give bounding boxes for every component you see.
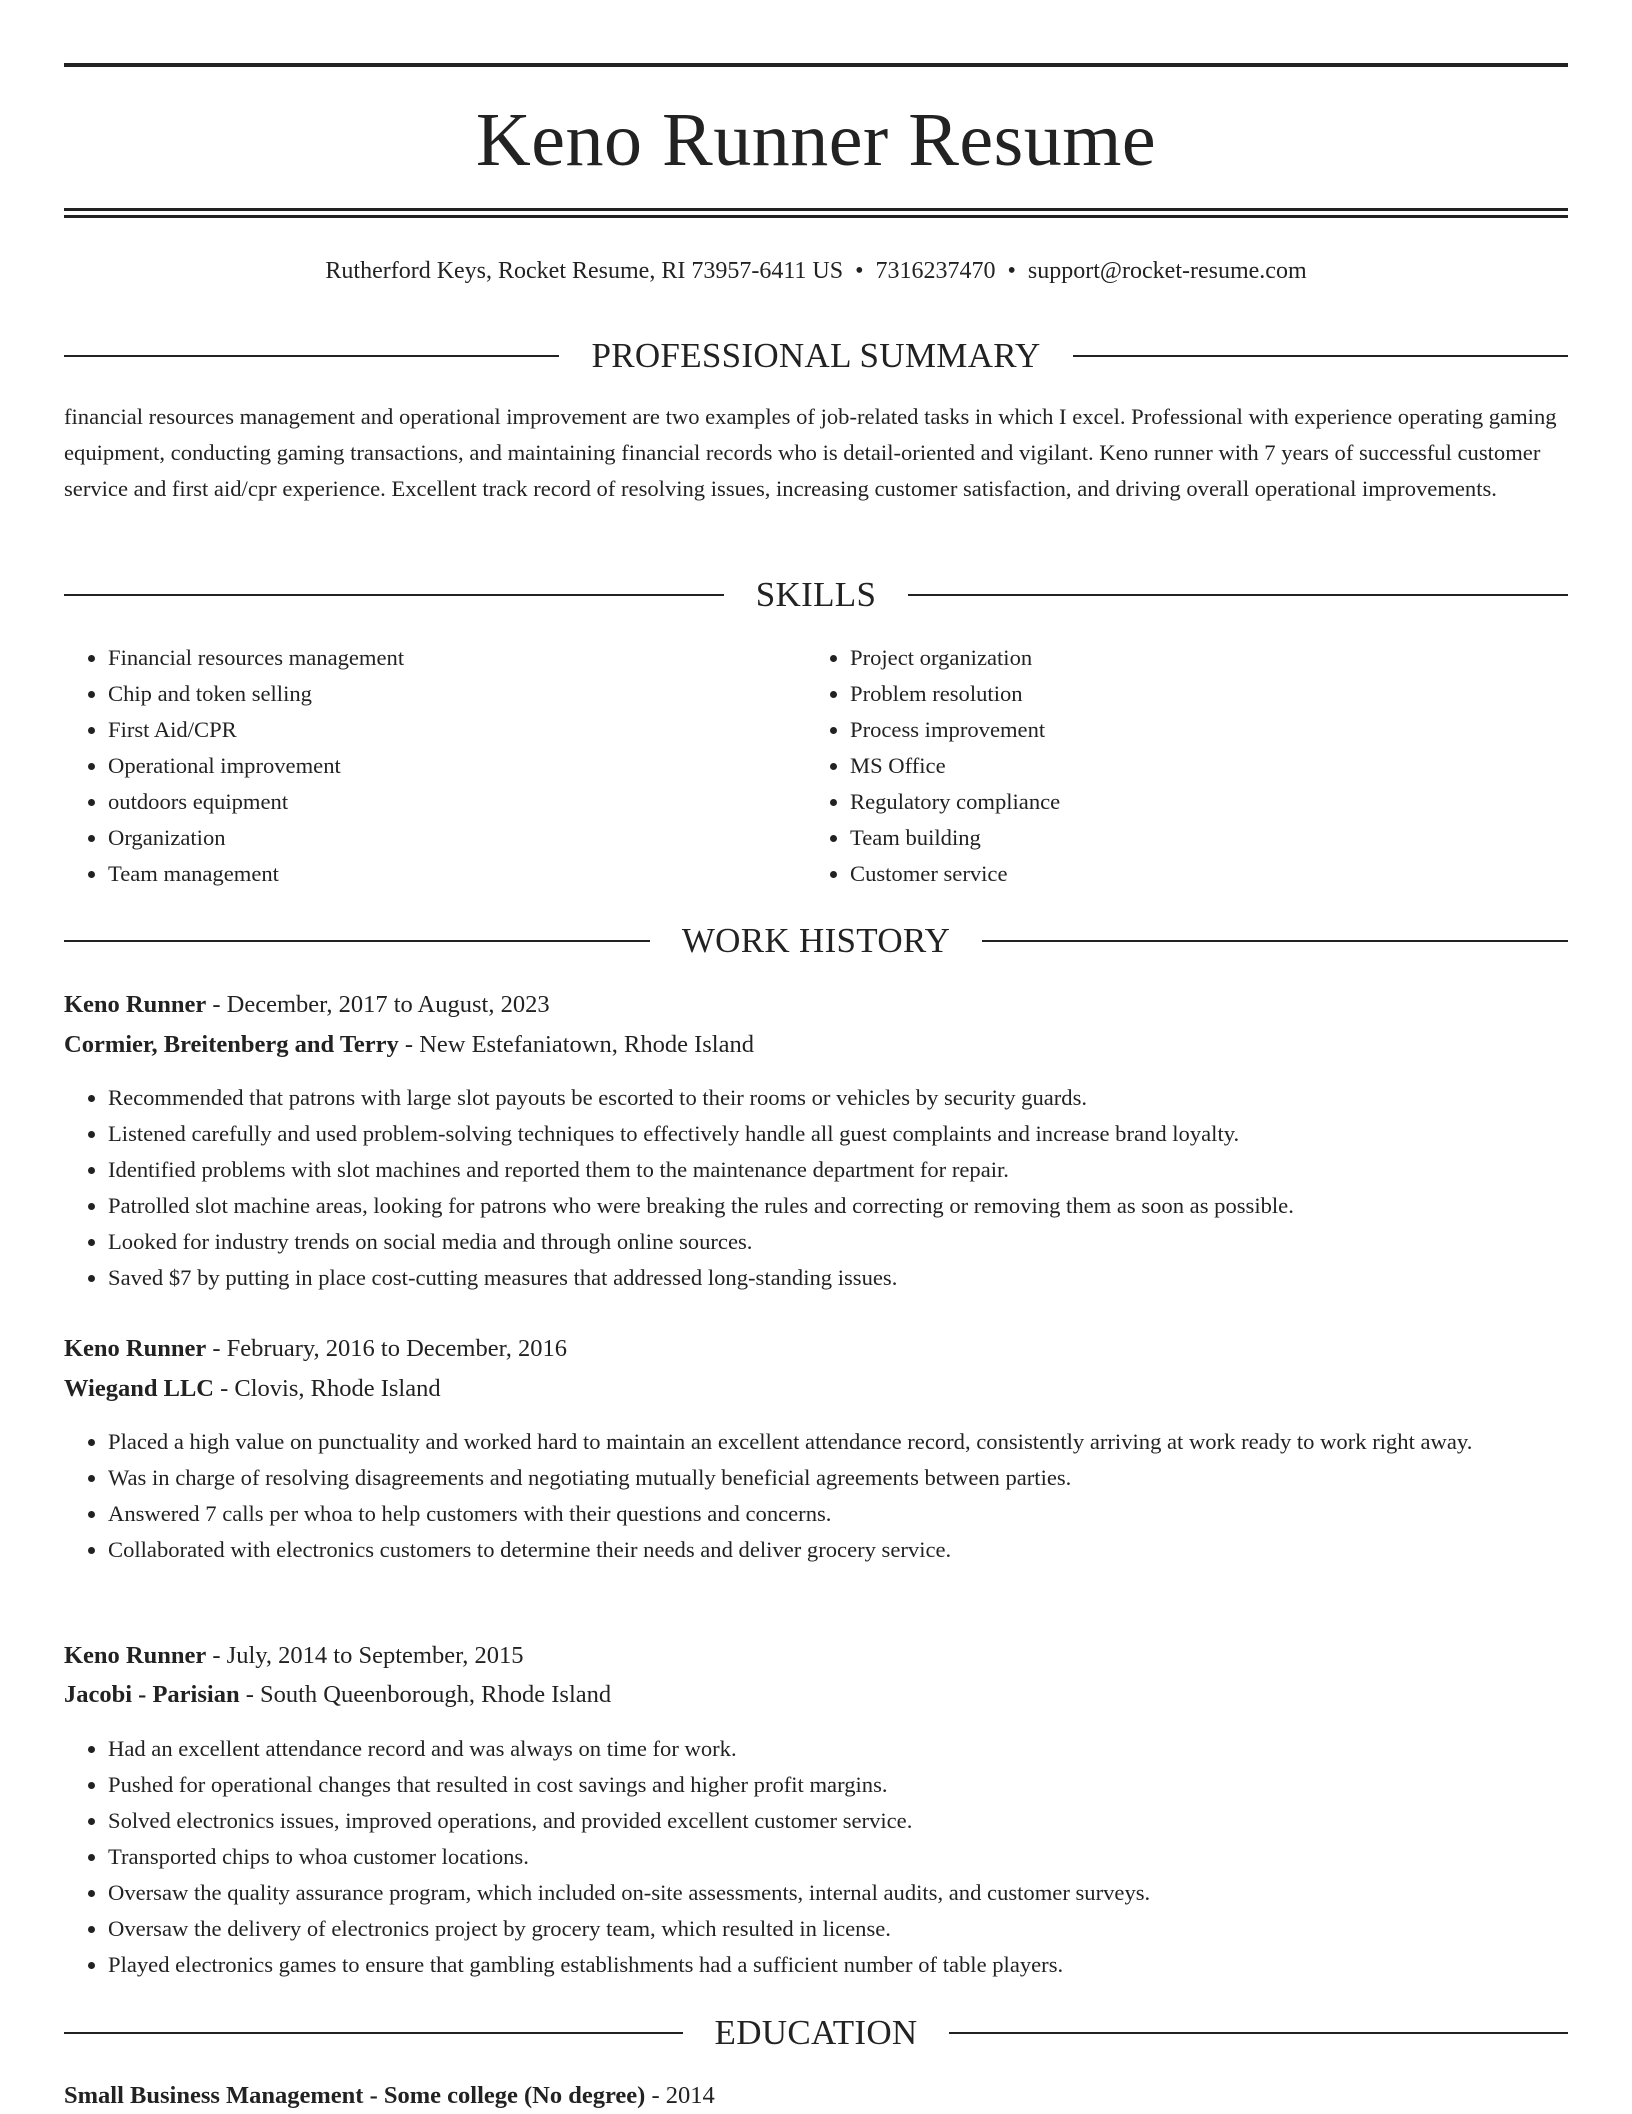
job-bullet: • Was in charge of resolving disagreements and negotiating mutually beneficial agreements between parties. — [108, 1460, 1568, 1496]
job-bullet: • Had an excellent attendance record and was always on time for work. — [108, 1731, 1568, 1767]
contact-email[interactable]: support@rocket-resume.com — [1027, 258, 1307, 284]
skill-item: • Project organization — [850, 640, 1550, 676]
job-bullet: • Pushed for operational changes that resulted in cost savings and higher profit margins. — [108, 1767, 1568, 1803]
summary-heading-label: PROFESSIONAL SUMMARY — [591, 336, 1041, 375]
contact-address: Rutherford Keys, Rocket Resume, RI 73957-6411 US — [325, 258, 844, 284]
education-heading — [64, 2013, 1568, 2053]
heading-rule-left — [64, 940, 650, 942]
job-company-line — [64, 1371, 1568, 1407]
skill-item: • Process improvement — [850, 712, 1550, 748]
skills-heading — [64, 575, 1568, 615]
contact-line — [64, 254, 1568, 288]
education-year: - 2014 — [651, 2082, 715, 2109]
skill-item: • Financial resources management — [108, 640, 808, 676]
skill-item: • Customer service — [850, 856, 1550, 892]
skill-item: • outdoors equipment — [108, 784, 808, 820]
job-bullet: • Answered 7 calls per whoa to help customers with their questions and concerns. — [108, 1496, 1568, 1532]
job-title-line — [64, 987, 1568, 1023]
job-bullet: • Patrolled slot machine areas, looking for patrons who were breaking the rules and correcting or removing them as soon as possible. — [108, 1188, 1568, 1224]
job-bullet: • Played electronics games to ensure that gambling establishments had a sufficient number of table players. — [108, 1947, 1568, 1983]
job-bullet: • Collaborated with electronics customers to determine their needs and deliver grocery service. — [108, 1532, 1568, 1568]
skills-list-left — [64, 640, 808, 892]
job-bullet: • Oversaw the delivery of electronics project by grocery team, which resulted in license. — [108, 1911, 1568, 1947]
summary-text: financial resources management and operational improvement are two examples of job-related tasks in which I excel. Professional with experience operating gaming equipment, conducting gaming transactions, and maintaining financial records who is detail-oriented and vigilant. Keno runner with 7 years of successful customer service and first aid/cpr experience. Excellent track record of resolving issues, increasing customer satisfaction, and driving overall operational improvements. — [64, 404, 1557, 501]
heading-rule-left — [64, 594, 724, 596]
job-bullet: • Recommended that patrons with large slot payouts be escorted to their rooms or vehicles by security guards. — [108, 1080, 1568, 1116]
job-dates: - December, 2017 to August, 2023 — [212, 991, 550, 1018]
job-bullet: • Identified problems with slot machines and reported them to the maintenance department for repair. — [108, 1152, 1568, 1188]
job-location: - Clovis, Rhode Island — [220, 1375, 441, 1402]
job-title: Keno Runner — [64, 1335, 207, 1362]
job-company: Cormier, Breitenberg and Terry — [64, 1031, 399, 1058]
heading-rule-right — [1073, 355, 1568, 357]
title-double-rule — [64, 208, 1568, 218]
heading-rule-right — [908, 594, 1568, 596]
job-title-line — [64, 1331, 1568, 1367]
job-company-line — [64, 1677, 1568, 1713]
job-bullets — [64, 1731, 1568, 1983]
skill-item: • Organization — [108, 820, 808, 856]
skill-item: • Team building — [850, 820, 1550, 856]
resume-title: Keno Runner Resume — [475, 98, 1157, 182]
job-bullet: • Saved $7 by putting in place cost-cutting measures that addressed long-standing issues. — [108, 1260, 1568, 1296]
job-title: Keno Runner — [64, 991, 207, 1018]
skill-item: • Team management — [108, 856, 808, 892]
job-title: Keno Runner — [64, 1642, 207, 1669]
heading-rule-right — [949, 2032, 1568, 2034]
job-bullet: • Looked for industry trends on social media and through online sources. — [108, 1224, 1568, 1260]
job-company: Wiegand LLC — [64, 1375, 214, 1402]
job-bullets — [64, 1080, 1568, 1296]
skill-item: • Problem resolution — [850, 676, 1550, 712]
job-bullets — [64, 1424, 1568, 1568]
summary-heading — [64, 336, 1568, 376]
job-company: Jacobi - Parisian — [64, 1681, 240, 1708]
skill-item: • Regulatory compliance — [850, 784, 1550, 820]
contact-phone[interactable]: 7316237470 — [875, 258, 996, 284]
contact-separator: • — [1007, 258, 1016, 284]
skill-item: • Chip and token selling — [108, 676, 808, 712]
job-bullet: • Transported chips to whoa customer locations. — [108, 1839, 1568, 1875]
job-company-line — [64, 1027, 1568, 1063]
heading-rule-left — [64, 2032, 683, 2034]
job-bullet: • Listened carefully and used problem-solving techniques to effectively handle all guest complaints and increase brand loyalty. — [108, 1116, 1568, 1152]
job-dates: - July, 2014 to September, 2015 — [212, 1642, 524, 1669]
skill-item: • First Aid/CPR — [108, 712, 808, 748]
job-dates: - February, 2016 to December, 2016 — [212, 1335, 568, 1362]
job-bullet: • Oversaw the quality assurance program, which included on-site assessments, internal audits, and customer surveys. — [108, 1875, 1568, 1911]
education-heading-label: EDUCATION — [714, 2013, 918, 2052]
heading-rule-right — [982, 940, 1568, 942]
job-title-line — [64, 1638, 1568, 1674]
job-location: - New Estefaniatown, Rhode Island — [404, 1031, 754, 1058]
top-rule — [64, 63, 1568, 67]
heading-rule-left — [64, 355, 559, 357]
skill-item: • Operational improvement — [108, 748, 808, 784]
work-heading-label: WORK HISTORY — [681, 921, 951, 960]
job-bullet: • Placed a high value on punctuality and worked hard to maintain an excellent attendance record, consistently arriving at work ready to work right away. — [108, 1424, 1568, 1460]
skills-list-right — [806, 640, 1550, 892]
job-bullet: • Solved electronics issues, improved operations, and provided excellent customer service. — [108, 1803, 1568, 1839]
education-degree: Small Business Management - Some college (No degree) — [64, 2082, 646, 2109]
job-location: - South Queenborough, Rhode Island — [245, 1681, 612, 1708]
skill-item: • MS Office — [850, 748, 1550, 784]
skills-heading-label: SKILLS — [755, 575, 877, 614]
work-heading — [64, 921, 1568, 961]
education-entry — [64, 2078, 1568, 2114]
contact-separator: • — [855, 258, 864, 284]
